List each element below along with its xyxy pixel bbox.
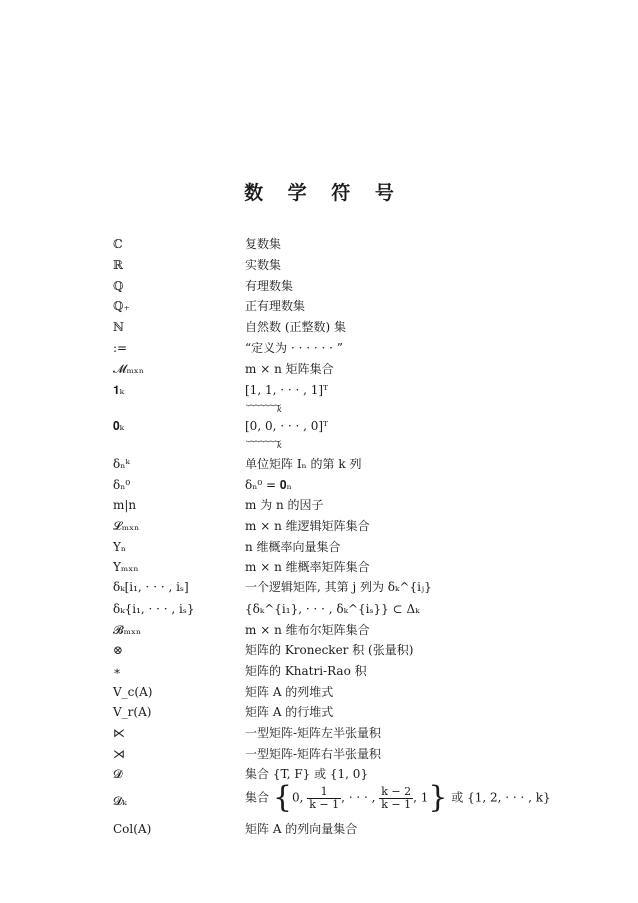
table-row: [0, 746, 638, 766]
vector-expression: [0, 0, · · · , 0]ᵀ: [245, 419, 329, 433]
underbrace-label: k: [277, 441, 282, 450]
description: “定义为 · · · · · · ”: [245, 341, 343, 355]
symbol: ℝ: [113, 258, 123, 272]
symbol: 𝓓ₖ: [113, 794, 127, 808]
description: 矩阵的 Kronecker 积 (张量积): [245, 643, 414, 657]
fraction: [379, 786, 413, 811]
table-row: [0, 622, 638, 642]
symbol: 𝟎ₖ: [113, 419, 125, 433]
symbol: :=: [113, 341, 128, 355]
description: m 为 n 的因子: [245, 498, 324, 512]
description-prefix: 集合: [245, 790, 270, 805]
table-row: [0, 642, 638, 662]
symbol: ℂ: [113, 237, 123, 251]
symbol: 𝟏ₖ: [113, 383, 125, 397]
left-brace: {: [272, 780, 292, 815]
symbol: ⋊: [113, 747, 125, 761]
table-row: [0, 518, 638, 538]
table-row: [0, 821, 638, 841]
description: 集合 {T, F} 或 {1, 0}: [245, 767, 369, 781]
description: δₙ⁰ = 𝟎ₙ: [245, 478, 292, 492]
underbrace: ⏟⏟⏟⏟⏟⏟⏟: [246, 433, 281, 443]
description: 单位矩阵 Iₙ 的第 k 列: [245, 457, 362, 471]
table-row: [0, 559, 638, 579]
description: 集合 {0, $\frac{1}{k - 1}$ , · · · , $\frac{k - 2}{k - 1}$ , 1} 或 {1, 2, · · · , k}: [245, 780, 551, 815]
description: n 维概率向量集合: [245, 540, 341, 554]
fraction-denominator: k − 1: [381, 797, 412, 811]
description: 复数集: [245, 237, 282, 251]
symbol: Υₘₓₙ: [113, 560, 139, 574]
symbol: V_r(A): [113, 705, 152, 719]
vector-expression: [1, 1, · · · , 1]ᵀ: [245, 383, 329, 397]
table-row: [0, 539, 638, 559]
table-row: [0, 725, 638, 745]
underbrace-label: k: [277, 405, 282, 414]
right-brace: }: [428, 780, 448, 815]
symbol: 𝓜ₘₓₙ: [113, 362, 145, 376]
table-row: [0, 236, 638, 256]
symbol: m|n: [113, 498, 137, 512]
table-row: [0, 477, 638, 497]
table-row: [0, 663, 638, 683]
table-row: [0, 340, 638, 360]
description: m × n 维布尔矩阵集合: [245, 623, 370, 637]
description: [245, 418, 328, 450]
description: m × n 矩阵集合: [245, 362, 334, 376]
symbol: 𝓛ₘₓₙ: [113, 519, 140, 533]
symbol: V_c(A): [113, 685, 153, 699]
description: {δₖ^{i₁}, · · · , δₖ^{iₛ}} ⊂ Δₖ: [245, 602, 420, 616]
fraction: [307, 786, 341, 811]
fraction-denominator: k − 1: [309, 797, 340, 811]
table-row: [0, 601, 638, 621]
symbol: ℚ₊: [113, 299, 130, 313]
description: [245, 382, 328, 414]
description: 一个逻辑矩阵, 其第 j 列为 δₖ^{iⱼ}: [245, 580, 432, 594]
description-suffix: 或 {1, 2, · · · , k}: [451, 790, 551, 805]
description: 矩阵 A 的列堆式: [245, 685, 334, 699]
description: 矩阵 A 的行堆式: [245, 705, 334, 719]
description: 矩阵的 Khatri-Rao 积: [245, 664, 367, 678]
table-row: [0, 497, 638, 517]
table-row: [0, 684, 638, 704]
symbol: δₖ{i₁, · · · , iₛ}: [113, 602, 195, 616]
table-row: [0, 382, 638, 418]
symbol: ⋉: [113, 726, 125, 740]
table-row: [0, 418, 638, 454]
description: m × n 维概率矩阵集合: [245, 560, 370, 574]
symbol: ℚ: [113, 279, 124, 293]
symbol: Υₙ: [113, 540, 127, 554]
symbol: 𝓑ₘₓₙ: [113, 623, 142, 637]
symbol: δₖ[i₁, · · · , iₛ]: [113, 580, 189, 594]
description: 一型矩阵-矩阵右半张量积: [245, 747, 382, 761]
symbol: Col(A): [113, 822, 152, 836]
symbol: δₙ⁰: [113, 478, 131, 492]
description: 有理数集: [245, 279, 294, 293]
description: 一型矩阵-矩阵左半张量积: [245, 726, 382, 740]
symbol: 𝓓: [113, 767, 123, 781]
table-row: [0, 361, 638, 381]
symbol: ℕ: [113, 320, 124, 334]
symbol: δₙᵏ: [113, 457, 130, 471]
description: 正有理数集: [245, 299, 306, 313]
table-row: [0, 456, 638, 476]
table-row: [0, 278, 638, 298]
symbol: ⊗: [113, 643, 124, 657]
fraction-numerator: k − 2: [381, 784, 412, 798]
table-row: [0, 298, 638, 318]
description: 矩阵 A 的列向量集合: [245, 822, 358, 836]
table-row: [0, 319, 638, 339]
underbrace: ⏟⏟⏟⏟⏟⏟⏟: [246, 397, 281, 407]
page-title: 数 学 符 号: [244, 182, 403, 204]
table-row: [0, 704, 638, 724]
description: 实数集: [245, 258, 282, 272]
description: 自然数 (正整数) 集: [245, 320, 346, 334]
description: m × n 维逻辑矩阵集合: [245, 519, 370, 533]
table-row: [0, 579, 638, 599]
fraction-numerator: 1: [307, 786, 341, 799]
symbol: ∗: [113, 664, 122, 678]
table-row: [0, 780, 638, 821]
table-row: [0, 257, 638, 277]
